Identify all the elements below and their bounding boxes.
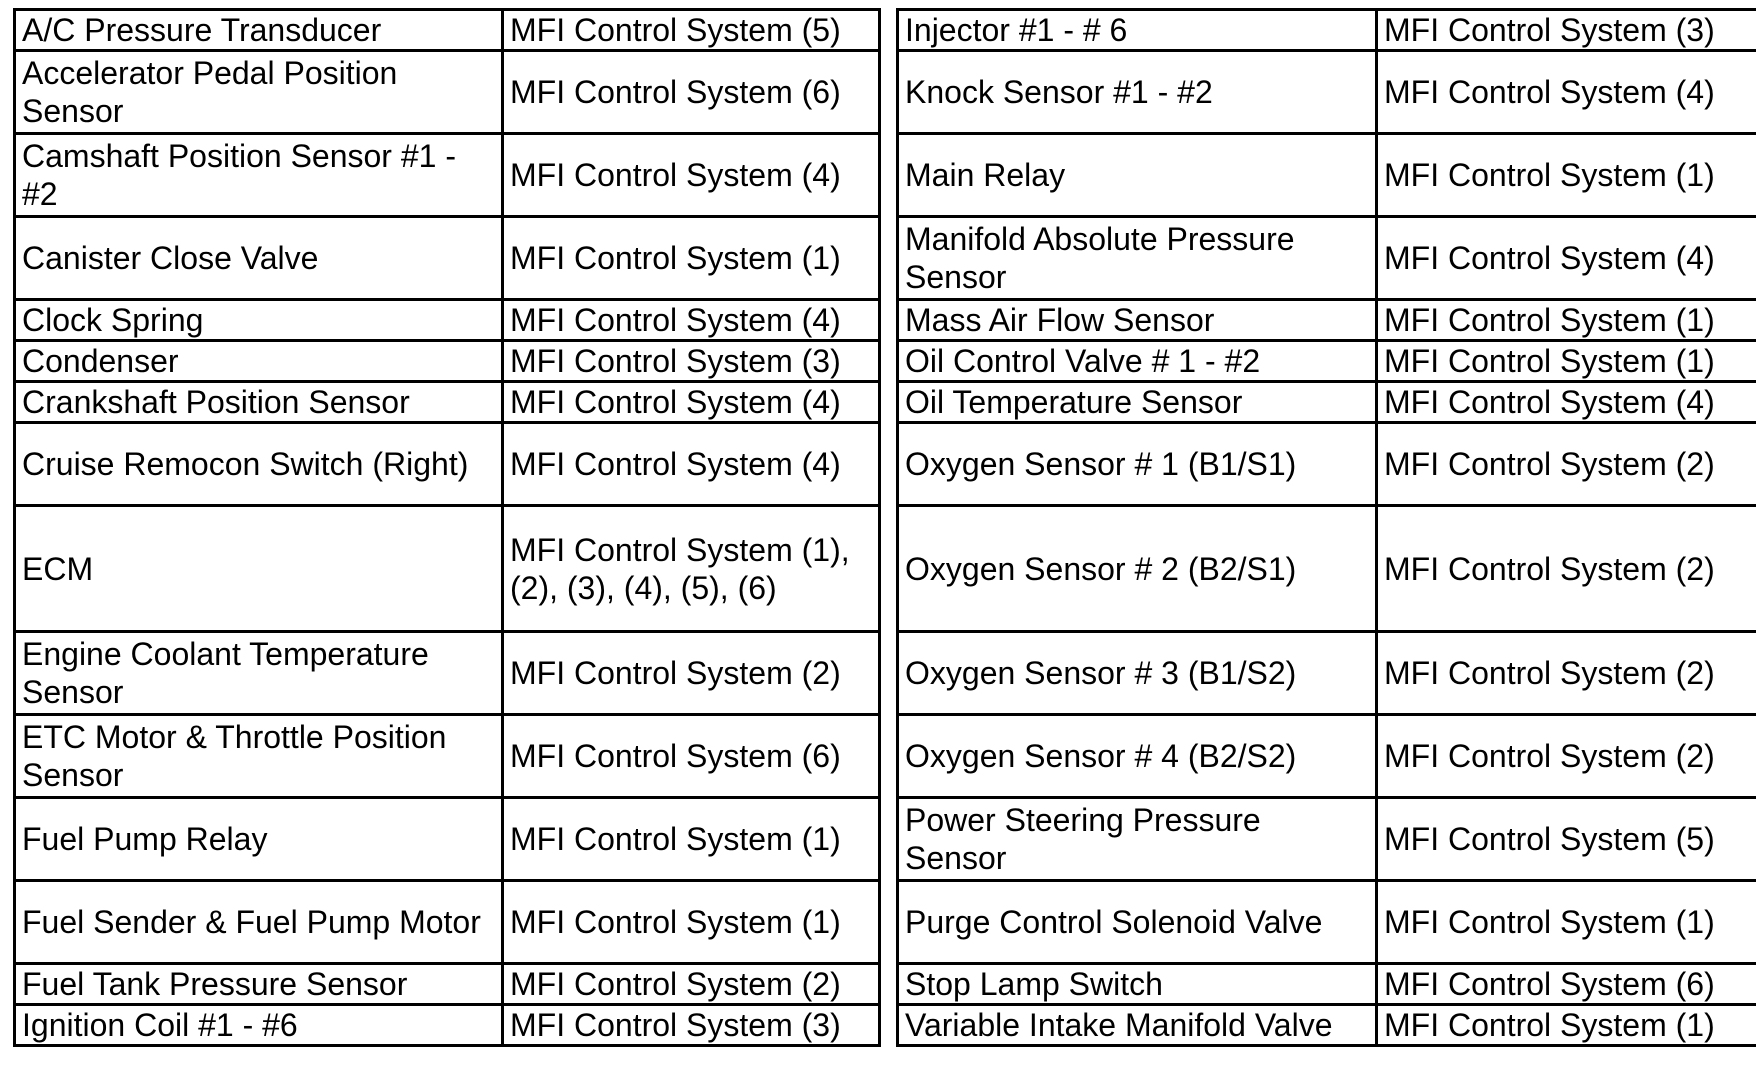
table-row xyxy=(15,798,880,881)
component-name-cell: Knock Sensor #1 - #2 xyxy=(898,51,1377,134)
schematic-reference-cell: MFI Control System (1) xyxy=(1377,1005,1756,1046)
schematic-reference-cell: MFI Control System (3) xyxy=(503,1005,880,1046)
table-row xyxy=(898,51,1756,134)
table-row xyxy=(15,134,880,217)
component-name-cell: Fuel Sender & Fuel Pump Motor xyxy=(15,881,503,964)
schematic-reference-cell: MFI Control System (1) xyxy=(503,881,880,964)
component-name-cell: Canister Close Valve xyxy=(15,217,503,300)
table-row xyxy=(898,423,1756,506)
schematic-reference-cell: MFI Control System (1) xyxy=(503,217,880,300)
component-name-cell: ETC Motor & Throttle Position Sensor xyxy=(15,715,503,798)
table-row xyxy=(898,506,1756,632)
component-name-cell: Camshaft Position Sensor #1 - #2 xyxy=(15,134,503,217)
schematic-reference-cell: MFI Control System (2) xyxy=(1377,423,1756,506)
component-name-cell: Accelerator Pedal Position Sensor xyxy=(15,51,503,134)
schematic-reference-cell: MFI Control System (5) xyxy=(503,10,880,51)
schematic-reference-cell: MFI Control System (2) xyxy=(503,964,880,1005)
component-name-cell: Oxygen Sensor # 2 (B2/S1) xyxy=(898,506,1377,632)
table-row xyxy=(898,881,1756,964)
schematic-reference-cell: MFI Control System (4) xyxy=(503,423,880,506)
schematic-reference-cell: MFI Control System (6) xyxy=(503,715,880,798)
schematic-reference-cell: MFI Control System (3) xyxy=(1377,10,1756,51)
table-row xyxy=(898,632,1756,715)
component-table-right xyxy=(896,8,1756,1047)
component-name-cell: Oxygen Sensor # 3 (B1/S2) xyxy=(898,632,1377,715)
component-name-cell: ECM xyxy=(15,506,503,632)
table-row xyxy=(898,341,1756,382)
schematic-reference-cell: MFI Control System (2) xyxy=(1377,632,1756,715)
schematic-reference-cell: MFI Control System (4) xyxy=(503,134,880,217)
component-name-cell: Cruise Remocon Switch (Right) xyxy=(15,423,503,506)
component-name-cell: Main Relay xyxy=(898,134,1377,217)
table-row xyxy=(15,715,880,798)
schematic-reference-cell: MFI Control System (1), (2), (3), (4), (5), (6) xyxy=(503,506,880,632)
table-row xyxy=(15,51,880,134)
component-table-left xyxy=(13,8,881,1047)
table-row xyxy=(898,1005,1756,1046)
component-name-cell: Condenser xyxy=(15,341,503,382)
schematic-reference-cell: MFI Control System (2) xyxy=(1377,715,1756,798)
table-row xyxy=(898,217,1756,300)
component-name-cell: Engine Coolant Temperature Sensor xyxy=(15,632,503,715)
schematic-reference-cell: MFI Control System (2) xyxy=(503,632,880,715)
table-row xyxy=(15,217,880,300)
component-name-cell: Mass Air Flow Sensor xyxy=(898,300,1377,341)
table-row xyxy=(15,423,880,506)
schematic-reference-cell: MFI Control System (1) xyxy=(1377,134,1756,217)
table-row xyxy=(15,300,880,341)
component-name-cell: Clock Spring xyxy=(15,300,503,341)
component-name-cell: Oxygen Sensor # 4 (B2/S2) xyxy=(898,715,1377,798)
component-name-cell: Injector #1 - # 6 xyxy=(898,10,1377,51)
schematic-reference-cell: MFI Control System (1) xyxy=(1377,341,1756,382)
table-row xyxy=(898,964,1756,1005)
schematic-reference-cell: MFI Control System (4) xyxy=(1377,51,1756,134)
table-row xyxy=(15,506,880,632)
schematic-reference-cell: MFI Control System (1) xyxy=(1377,300,1756,341)
table-row xyxy=(898,134,1756,217)
table-row xyxy=(898,715,1756,798)
component-name-cell: Purge Control Solenoid Valve xyxy=(898,881,1377,964)
table-row xyxy=(15,881,880,964)
component-name-cell: Manifold Absolute Pressure Sensor xyxy=(898,217,1377,300)
schematic-reference-cell: MFI Control System (4) xyxy=(1377,382,1756,423)
component-name-cell: Crankshaft Position Sensor xyxy=(15,382,503,423)
table-row xyxy=(898,300,1756,341)
component-name-cell: Oxygen Sensor # 1 (B1/S1) xyxy=(898,423,1377,506)
table-row xyxy=(898,798,1756,881)
table-row xyxy=(898,10,1756,51)
schematic-reference-cell: MFI Control System (1) xyxy=(1377,881,1756,964)
schematic-reference-cell: MFI Control System (4) xyxy=(503,300,880,341)
table-row xyxy=(898,382,1756,423)
table-row xyxy=(15,341,880,382)
component-name-cell: A/C Pressure Transducer xyxy=(15,10,503,51)
component-name-cell: Variable Intake Manifold Valve xyxy=(898,1005,1377,1046)
component-name-cell: Fuel Tank Pressure Sensor xyxy=(15,964,503,1005)
schematic-reference-cell: MFI Control System (2) xyxy=(1377,506,1756,632)
component-name-cell: Stop Lamp Switch xyxy=(898,964,1377,1005)
component-name-cell: Oil Temperature Sensor xyxy=(898,382,1377,423)
table-row xyxy=(15,964,880,1005)
table-row xyxy=(15,10,880,51)
schematic-reference-cell: MFI Control System (6) xyxy=(1377,964,1756,1005)
table-row xyxy=(15,1005,880,1046)
table-row xyxy=(15,382,880,423)
component-name-cell: Power Steering Pressure Sensor xyxy=(898,798,1377,881)
schematic-reference-cell: MFI Control System (4) xyxy=(1377,217,1756,300)
schematic-reference-cell: MFI Control System (3) xyxy=(503,341,880,382)
component-name-cell: Fuel Pump Relay xyxy=(15,798,503,881)
schematic-reference-cell: MFI Control System (6) xyxy=(503,51,880,134)
component-name-cell: Oil Control Valve # 1 - #2 xyxy=(898,341,1377,382)
table-row xyxy=(15,632,880,715)
schematic-reference-cell: MFI Control System (1) xyxy=(503,798,880,881)
component-name-cell: Ignition Coil #1 - #6 xyxy=(15,1005,503,1046)
schematic-reference-cell: MFI Control System (4) xyxy=(503,382,880,423)
schematic-reference-cell: MFI Control System (5) xyxy=(1377,798,1756,881)
